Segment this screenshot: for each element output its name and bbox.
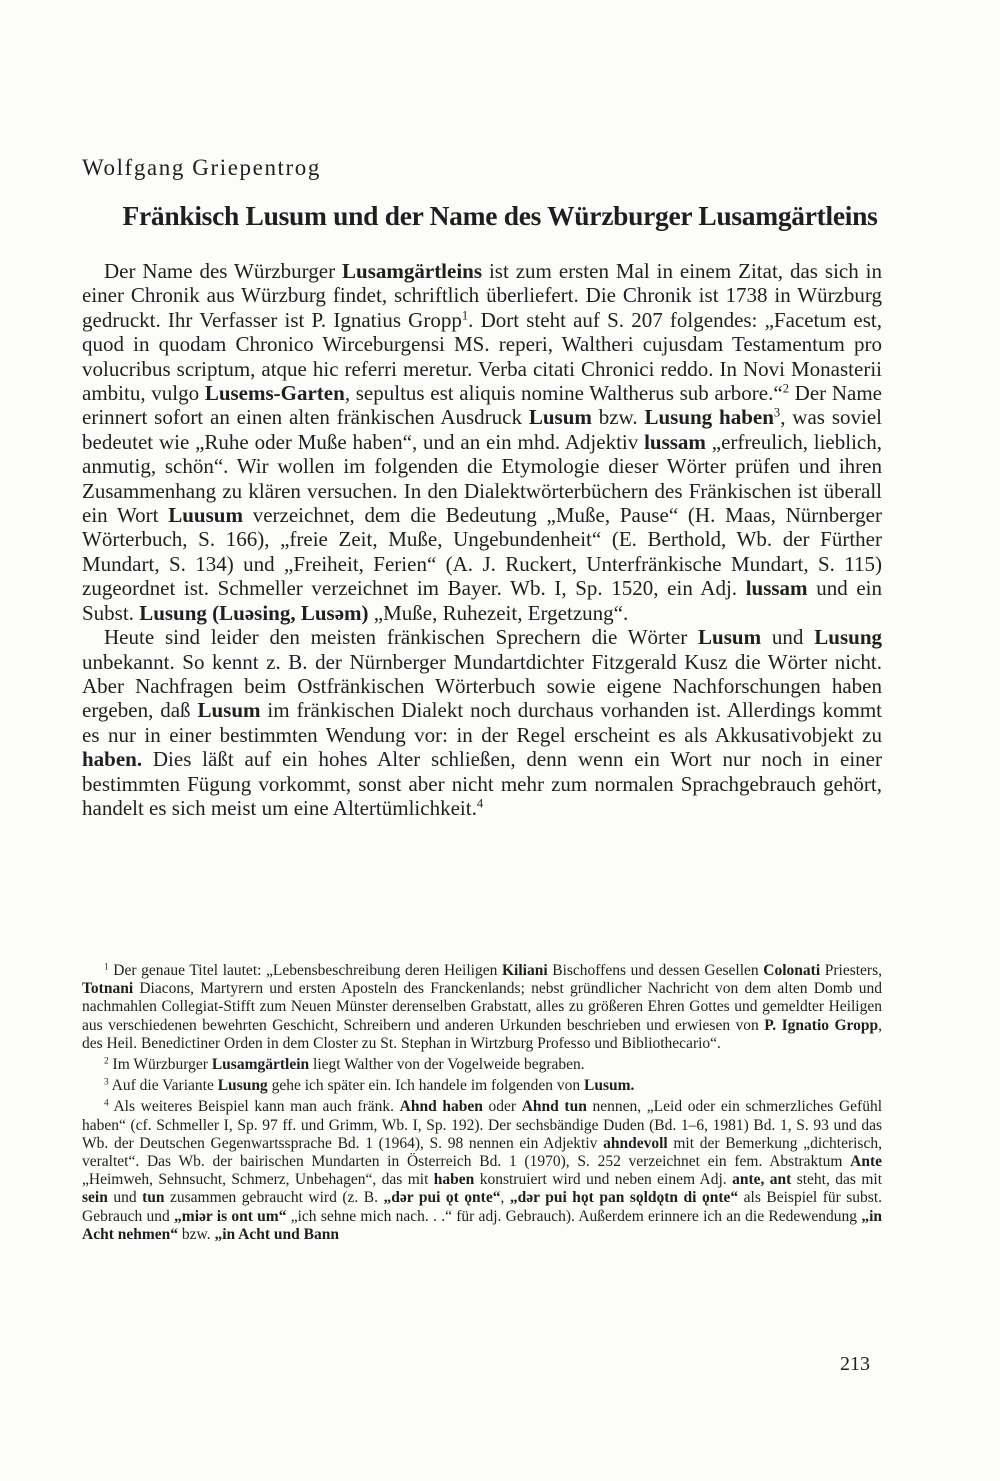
body-paragraph: Heute sind leider den meisten fränkischen Sprechern die Wörter Lusum und Lusung unbekannt. So kennt z. B. der Nürnberger Mundartdichter Fitzgerald Kusz die Wörter nicht. Aber Nachfragen beim Ostfränkischen Wörterbuch sowie eigene Nachforschungen haben ergeben, daß Lusum im fränkischen Dialekt noch durchaus vorhanden ist. Allerdings kommt es nur in einer bestimmten Wendung vor: in der Regel erscheint es als Akkusativobjekt zu haben. Dies läßt auf ein hohes Alter schließen, denn wenn ein Wort nur noch in einer bestimmten Fügung vorkommt, sonst aber nicht mehr zum normalen Sprachgebrauch gehört, handelt es sich meist um eine Altertümlichkeit.$^4$ (82, 625, 882, 820)
bold-term: Lusung (Luəsing, Lusəm) (139, 600, 369, 625)
author-name: Wolfgang Griepentrog (82, 155, 321, 180)
bold-term: Lusems-Garten (204, 381, 345, 406)
bold-term: Ahnd haben (399, 1098, 483, 1116)
footnote-marker: 3 (104, 1077, 109, 1088)
footnote-2: $^2$ Im Würzburger Lusamgärtlein liegt Walther von der Vogelweide begraben. (104, 1056, 585, 1074)
bold-term: Lusum (528, 405, 592, 430)
bold-term: „miər is ont um“ (174, 1207, 287, 1225)
bold-term: Luusum (168, 503, 243, 528)
bold-term: Ante (850, 1153, 882, 1171)
bold-term: haben (433, 1171, 475, 1189)
bold-term: Lusum. (584, 1077, 635, 1095)
page-number: 213 (840, 1353, 870, 1375)
footnote-marker: 4 (476, 796, 484, 811)
footnote-marker: 1 (104, 962, 109, 973)
bold-term: ahndevoll (603, 1134, 668, 1152)
bold-term: Ahnd tun (521, 1098, 587, 1116)
bold-term: Lusum (698, 625, 762, 650)
footnote-marker: 3 (773, 405, 781, 420)
bold-term: „in Acht und Bann (214, 1225, 339, 1243)
bold-term: „in Acht nehmen“ (82, 1207, 883, 1243)
bold-term: Lusung (814, 625, 882, 650)
footnote-4: $^4$ Als weiteres Beispiel kann man auch fränk. Ahnd haben oder Ahnd tun nennen, „Leid oder ein schmerzliches Gefühl haben“ (cf. Schmeller I, Sp. 97 ff. und Grimm, Wb. I, Sp. 192). Der sechsbändige Duden (Bd. 1–6, 1981) Bd. 1, S. 93 und das Wb. der Deutschen Gegenwartssprache Bd. 1 (1964), S. 98 nennen ein Adjektiv ahndevoll mit der Bemerkung „dichterisch, veraltet“. Das Wb. der bairischen Mundarten in Österreich Bd. 1 (1970), S. 252 verzeichnet ein fem. Abstraktum Ante „Heimweh, Sehnsucht, Schmerz, Unbehagen“, das mit haben konstruiert wird und neben einem Adj. ante, ant steht, das mit sein und tun zusammen gebraucht wird (z. B. „dər pui ǫt ǫnte“, „dər pui hǫt pan sǫldǫtn di ǫnte“ als Beispiel für subst. Gebrauch und „miər is ont um“ „ich sehne mich nach. . .“ für adj. Gebrauch). Außerdem erinnere ich an die Redewendung „in Acht nehmen“ bzw. „in Acht und Bann (82, 1098, 883, 1243)
bold-term: Totnani (82, 980, 134, 998)
bold-term: lussam (644, 429, 706, 454)
bold-term: sein (82, 1189, 108, 1207)
footnote-3: $^3$ Auf die Variante Lusung gehe ich später ein. Ich handele im folgenden von Lusum. (104, 1077, 635, 1095)
bold-term: haben. (82, 747, 143, 772)
bold-term: „dər pui ǫt ǫnte“ (383, 1189, 501, 1207)
footnote-1: $^1$ Der genaue Titel lautet: „Lebensbeschreibung deren Heiligen Kiliani Bischoffens und dessen Gesellen Colonati Priesters, Totnani Diacons, Martyrern und ersten Aposteln des Franckenlands; nebst gründlicher Nachricht von dem alten Domb und nachmahlen Collegiat-Stifft zum Neuen Münster derenselben Grabstatt, alles zu größeren Ehren Gottes und gemeldter Heiligen aus verschiedenen bewehrten Geschicht, Schreibern und anderen Urkunden beschrieben und erwiesen von P. Ignatio Gropp, des Heil. Benedictiner Orden in dem Closter zu St. Stephan in Wirtzburg Professo und Bibliothecario“. (82, 962, 882, 1052)
footnote-marker: 1 (461, 308, 469, 323)
footnote-marker: 2 (104, 1056, 109, 1067)
bold-term: Lusum (197, 698, 261, 723)
bold-term: P. Ignatio Gropp (764, 1016, 879, 1034)
article-title: Fränkisch Lusum und der Name des Würzburger Lusamgärtleins (122, 200, 878, 231)
article-body (82, 259, 882, 820)
footnote-marker: 4 (104, 1098, 109, 1109)
bold-term: ante, ant (732, 1171, 792, 1189)
footnote-marker: 2 (782, 381, 789, 396)
body-paragraph: Der Name des Würzburger Lusamgärtleins ist zum ersten Mal in einem Zitat, das sich in einer Chronik aus Würzburg findet, schriftlich überliefert. Die Chronik ist 1738 in Würzburg gedruckt. Ihr Verfasser ist P. Ignatius Gropp$^1$. Dort steht auf S. 207 folgendes: „Facetum est, quod in quodam Chronico Wirceburgensi MS. reperi, Waltheri cujusdam Testamentum pro volucribus scriptum, atque hic referri meretur. Verba citati Chronici reddo. In Novi Monasterii ambitu, vulgo Lusems-Garten, sepultus est aliquis nomine Waltherus sub arbore.“$^2$ Der Name erinnert sofort an einen alten fränkischen Ausdruck Lusum bzw. Lusung haben$^3$, was soviel bedeutet wie „Ruhe oder Muße haben“, und an ein mhd. Adjektiv lussam „erfreulich, lieblich, anmutig, schön“. Wir wollen im folgenden die Etymologie dieser Wörter prüfen und ihren Zusammenhang zu klären versuchen. In den Dialektwörterbüchern des Fränkischen ist überall ein Wort Luusum verzeichnet, dem die Bedeutung „Muße, Pause“ (H. Maas, Nürnberger Wörterbuch, S. 166), „freie Zeit, Muße, Ungebundenheit“ (E. Berthold, Wb. der Fürther Mundart, S. 134) und „Freiheit, Ferien“ (A. J. Ruckert, Unterfränkische Mundart, S. 115) zugeordnet ist. Schmeller verzeichnet im Bayer. Wb. I, Sp. 1520, ein Adj. lussam und ein Subst. Lusung (Luəsing, Lusəm) „Muße, Ruhezeit, Ergetzung“. (82, 259, 882, 625)
bold-term: Lusung haben (644, 405, 774, 430)
bold-term: tun (142, 1189, 165, 1207)
bold-term: „dər pui hǫt pan sǫldǫtn di ǫnte“ (509, 1189, 739, 1207)
bold-term: Colonati (763, 962, 821, 979)
footnotes (82, 962, 882, 1247)
bold-term: lussam (745, 576, 808, 601)
bold-term: Lusamgärtlein (211, 1056, 310, 1074)
bold-term: Lusamgärtleins (342, 259, 483, 283)
bold-term: Kiliani (501, 962, 548, 979)
bold-term: Lusung (217, 1077, 268, 1095)
